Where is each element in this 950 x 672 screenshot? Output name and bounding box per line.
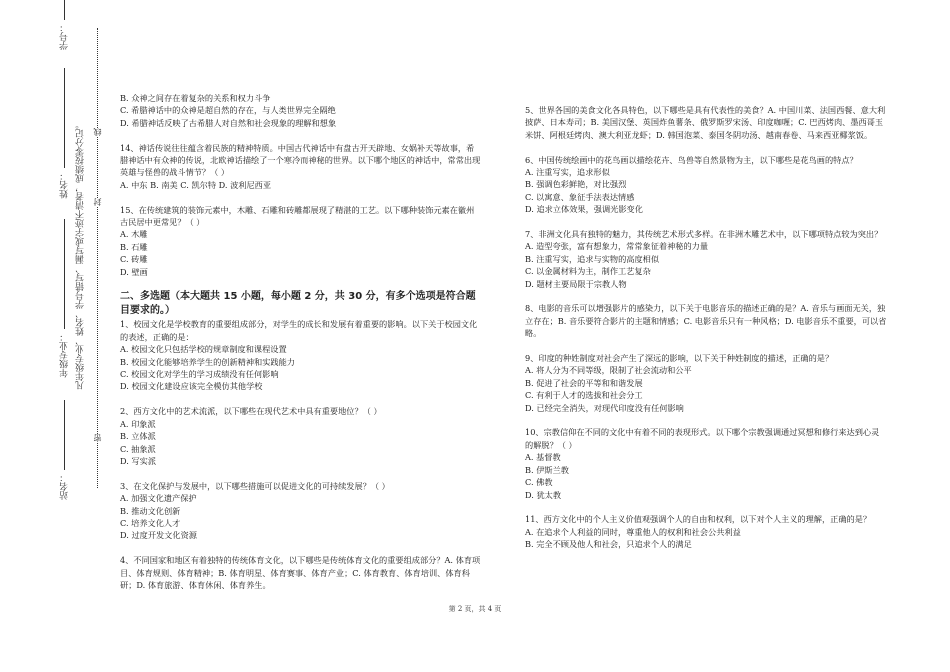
option: A. 基督教 — [525, 452, 561, 463]
name-label: 姓名： — [60, 171, 70, 199]
option: A. 中东 B. 南美 C. 凯尔特 D. 波利尼西亚 — [120, 179, 272, 190]
grade-major-field[interactable] — [65, 219, 66, 329]
binding-notice: 凡年级专业、姓名、学号错写、漏写或字迹不清者，成绩按零分记。 — [76, 120, 86, 390]
question-14 — [120, 142, 482, 192]
student-info-fields — [60, 22, 71, 500]
question-m5 — [525, 104, 887, 141]
option: A. 校园文化只包括学校的规章制度和课程设置 — [120, 344, 287, 355]
question-m3 — [120, 480, 482, 542]
right-column — [525, 104, 887, 563]
option: A. 印象派 — [120, 418, 156, 429]
option: D. 壁画 — [120, 266, 148, 277]
section-heading: 二、多选题（本大题共 15 小题，每小题 2 分，共 30 分，有多个选项是符合题目要求的。） — [120, 291, 476, 317]
option: D. 犹太教 — [525, 489, 562, 500]
question-13-tail — [120, 92, 482, 129]
option: B. 强调色彩鲜艳，对比强烈 — [525, 179, 627, 190]
question-m6 — [525, 154, 887, 216]
name-field[interactable] — [65, 69, 66, 169]
question-m10 — [525, 426, 887, 500]
station-label: 站名： — [60, 473, 70, 500]
option: D. 题材主要局限于宗教人物 — [525, 278, 627, 289]
option: A. 加强文化遗产保护 — [120, 493, 197, 504]
option: B. 众神之间存在着复杂的关系和权力斗争 — [120, 93, 271, 103]
page-number: 第 2 页，共 4 页 — [448, 605, 502, 613]
option: C. 以金属材料为主，制作工艺复杂 — [525, 266, 651, 277]
option: D. 追求立体效果，强调光影变化 — [525, 204, 643, 215]
option: B. 校园文化能够培养学生的创新精神和实践能力 — [120, 356, 295, 367]
station-field[interactable] — [65, 400, 66, 470]
option: B. 完全不顾及他人和社会，只追求个人的满足 — [525, 539, 692, 550]
question-text: 10、宗教信仰在不同的文化中有着不同的表现形式。以下哪个宗教强调通过冥想和修行来达到心灵的解脱？（ ） — [525, 427, 880, 450]
question-text: 11、西方文化中的个人主义价值观强调个人的自由和权利，以下对个人主义的理解，正确的是？ — [525, 514, 872, 525]
option: D. 已经完全消失，对现代印度没有任何影响 — [525, 402, 684, 413]
option: A. 注重写实，追求形似 — [525, 167, 610, 178]
option: D. 写实派 — [120, 455, 157, 466]
option: C. 校园文化对学生的学习成绩没有任何影响 — [120, 369, 279, 380]
option: B. 推动文化创新 — [120, 505, 181, 516]
option: C. 佛教 — [525, 477, 553, 488]
question-m1 — [120, 318, 482, 392]
question-text: 3、在文化保护与发展中，以下哪些措施可以促进文化的可持续发展？（ ） — [120, 480, 390, 491]
option: C. 培养文化人才 — [120, 517, 181, 528]
question-m7 — [525, 228, 887, 290]
question-text: 8、电影的音乐可以增强影片的感染力，以下关于电影音乐的描述正确的是？A. 音乐与画面无关，独立存在；B. 音乐要符合影片的主题和情感；C. 电影音乐只有一种风格；D. 电影音乐不重要，可以省略。 — [525, 303, 887, 339]
option: C. 以寓意、象征手法表达情感 — [525, 191, 635, 202]
option: A. 木雕 — [120, 229, 148, 240]
student-id-field[interactable] — [65, 0, 66, 20]
question-text: 14、神话传说往往蕴含着民族的精神特质。中国古代神话中有盘古开天辟地、女娲补天等故事，希腊神话中有众神的传说，北欧神话描绘了一个寒冷而神秘的世界。以下哪个地区的神话中，常常出现英雄与怪兽的战斗情节？（ ） — [120, 142, 481, 178]
option: B. 立体派 — [120, 431, 156, 442]
option: B. 促进了社会的平等和和谐发展 — [525, 377, 643, 388]
question-text: 6、中国传统绘画中的花鸟画以描绘花卉、鸟兽等自然景物为主，以下哪些是花鸟画的特点？ — [525, 154, 858, 165]
question-15 — [120, 204, 482, 278]
question-text: 5、世界各国的美食文化各具特色，以下哪些是具有代表性的美食？A. 中国川菜、法国西餐、意大利披萨、日本寿司；B. 美国汉堡、英国炸鱼薯条、俄罗斯罗宋汤、印度咖喱；C. 巴西烤肉、墨西哥玉米饼、阿根廷烤肉、澳大利亚龙虾；D. 韩国泡菜、泰国冬阴功汤、越南春卷、马来西亚椰浆饭。 — [525, 105, 886, 140]
question-m8 — [525, 302, 887, 339]
option: B. 注重写实，追求与实物的高度相似 — [525, 253, 660, 264]
option: C. 抽象派 — [120, 443, 156, 454]
option: A. 造型夸张，富有想象力，常常象征着神秘的力量 — [525, 241, 709, 252]
question-m11 — [525, 513, 887, 550]
left-column — [120, 92, 482, 604]
question-m9 — [525, 352, 887, 414]
seal-dotted-line — [97, 28, 98, 488]
option: B. 石雕 — [120, 241, 148, 252]
question-text: 1、校园文化是学校教育的重要组成部分，对学生的成长和发展有着重要的影响。以下关于校园文化的表述，正确的是： — [120, 319, 478, 342]
question-text: 2、西方文化中的艺术流派，以下哪些在现代艺术中具有重要地位？（ ） — [120, 406, 382, 417]
option: D. 校园文化建设应该完全模仿其他学校 — [120, 381, 263, 392]
seal-mark-mi: 密 — [93, 434, 102, 442]
option: A. 在追求个人利益的同时，尊重他人的权利和社会公共利益 — [525, 526, 741, 537]
question-text: 15、在传统建筑的装饰元素中，木雕、石雕和砖雕都展现了精湛的工艺。以下哪种装饰元素在徽州古民居中更常见？（ ） — [120, 204, 475, 228]
question-text: 4、不同国家和地区有着独特的传统体育文化，以下哪些是传统体育文化的重要组成部分？A. 体育项目、体育规则、体育精神；B. 体育明星、体育赛事、体育产业；C. 体育教育、体育培训、体育科研；D. 体育旅游、体育休闲、体育养生。 — [120, 555, 481, 590]
student-id-label: 学号： — [60, 22, 70, 50]
seal-mark-feng: 封 — [93, 198, 102, 206]
option: D. 过度开发文化资源 — [120, 530, 197, 541]
option: B. 伊斯兰教 — [525, 464, 569, 475]
option: C. 有利于人才的选拔和社会分工 — [525, 390, 643, 401]
seal-mark-xian: 线 — [93, 128, 102, 136]
question-text: 9、印度的种姓制度对社会产生了深远的影响，以下关于种姓制度的描述，正确的是？ — [525, 353, 834, 364]
option: A. 将人分为不同等级，限制了社会流动和公平 — [525, 365, 692, 376]
question-m2 — [120, 405, 482, 467]
option: D. 希腊神话反映了古希腊人对自然和社会现象的理解和想象 — [120, 117, 337, 128]
option: C. 希腊神话中的众神是超自然的存在，与人类世界完全隔绝 — [120, 105, 336, 116]
question-text: 7、非洲文化具有独特的魅力，其传统艺术形式多样。在非洲木雕艺术中，以下哪项特点较为突出？ — [525, 229, 883, 240]
question-m4 — [120, 554, 482, 591]
grade-major-label: 年级专业： — [60, 332, 70, 378]
option: C. 砖雕 — [120, 254, 148, 265]
